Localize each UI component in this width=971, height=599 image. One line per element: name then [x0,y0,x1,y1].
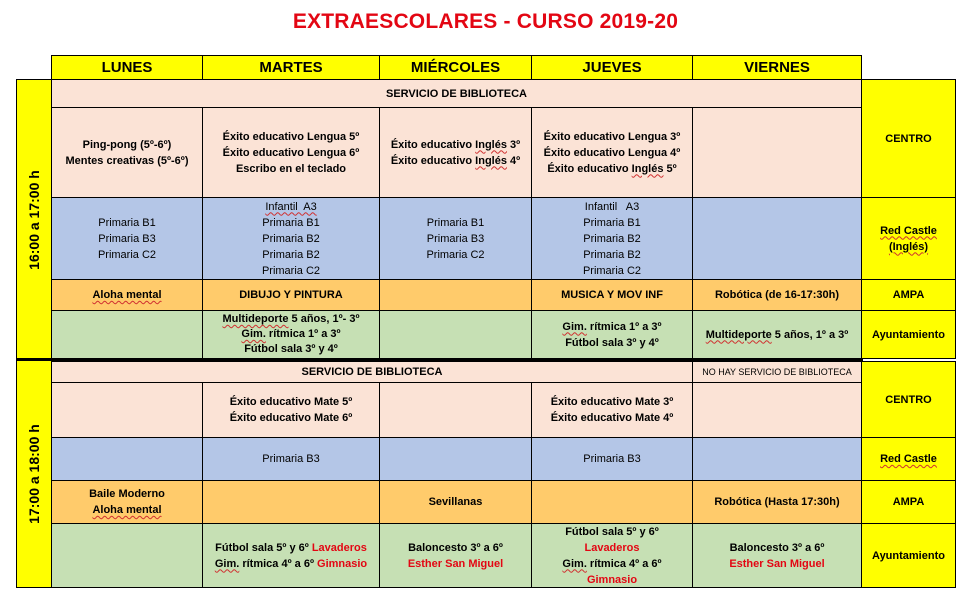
activity: Éxito educativo Inglés 5º [547,162,677,175]
group-name: Primaria B1 [262,216,320,229]
ayto-lunes-1 [51,310,203,359]
location: Esther San Miguel [729,557,825,570]
header-martes: MARTES [202,55,380,80]
ayto-viernes-2 [692,523,862,588]
header-lunes: LUNES [51,55,203,80]
ayto-viernes-1 [692,310,862,359]
activity: Baloncesto 3º a 6º [408,541,503,554]
redcastle-lunes-1 [51,197,203,280]
centro-lunes-1 [51,107,203,198]
group-name: Primaria B1 [583,216,641,229]
ampa-viernes-2: Robótica (Hasta 17:30h) [692,480,862,524]
centro-martes-1 [202,107,380,198]
activity: Multideporte 5 años, 1º- 3º [222,313,360,325]
group-name: Primaria B2 [262,232,320,245]
redcastle-jueves-2: Primaria B3 [531,437,693,481]
activity: Éxito educativo Inglés 3º [390,138,521,151]
centro-viernes-2 [692,382,862,438]
group-ayto-2: Ayuntamiento [861,523,956,588]
header-jueves: JUEVES [531,55,693,80]
centro-jueves-1 [531,107,693,198]
redcastle-viernes-2 [692,437,862,481]
redcastle-miercoles-1 [379,197,532,280]
group-name: Primaria B2 [583,248,641,261]
activity: Éxito educativo Lengua 6º [222,146,360,159]
redcastle-miercoles-2 [379,437,532,481]
group-name: Primaria B1 [98,216,156,229]
activity: Mentes creativas (5º-6º) [65,154,189,167]
activity: Aloha mental [92,289,162,301]
group-ayto-1: Ayuntamiento [861,310,956,359]
group-ampa-2: AMPA [861,480,956,524]
centro-miercoles-1 [379,107,532,198]
activity: Gim. rítmica 4º a 6º Gimnasio [214,557,368,570]
ampa-jueves-2 [531,480,693,524]
activity: Éxito educativo Inglés 4º [390,154,521,167]
location: Esther San Miguel [407,557,504,570]
time-block-1 [16,79,52,360]
activity: Gim. rítmica 1º a 3º [241,328,341,340]
page-title: EXTRAESCOLARES - CURSO 2019-20 [292,10,679,33]
activity: Gim. rítmica 1º a 3º [562,320,662,333]
group-name: Primaria C2 [261,264,321,277]
ayto-miercoles-2 [379,523,532,588]
location: Gimnasio [586,573,638,586]
header-miercoles: MIÉRCOLES [379,55,532,80]
biblioteca-row-1: SERVICIO DE BIBLIOTECA [51,79,862,108]
ayto-jueves-2 [531,523,693,588]
no-biblioteca-viernes: NO HAY SERVICIO DE BIBLIOTECA [692,361,862,383]
redcastle-martes-1 [202,197,380,280]
group-name: Primaria B2 [583,232,641,245]
location: Lavaderos [584,541,640,554]
time-block-2-label: 17:00 a 18:00 h [26,424,42,524]
group-name: Infantil A3 [265,200,317,213]
group-label: (Inglés) [888,240,929,253]
centro-martes-2 [202,382,380,438]
activity: Éxito educativo Lengua 5º [222,130,360,143]
group-label: Red Castle [880,453,937,465]
group-label: Red Castle [880,224,937,237]
activity: Aloha mental [92,504,162,516]
activity: Multideporte 5 años, 1º a 3º [705,328,849,341]
group-redcastle-2 [861,437,956,481]
centro-viernes-1 [692,107,862,198]
redcastle-martes-2: Primaria B3 [202,437,380,481]
ampa-jueves-1: MUSICA Y MOV INF [531,279,693,311]
ayto-jueves-1 [531,310,693,359]
activity: Baile Moderno [89,488,165,500]
group-name: Primaria B3 [98,232,156,245]
activity: Éxito educativo Mate 3º [550,396,674,408]
activity: Escribo en el teclado [235,162,347,175]
activity: Fútbol sala 5º y 6º [565,525,659,538]
activity: Éxito educativo Mate 6º [229,412,353,424]
activity: Éxito educativo Mate 5º [229,396,353,408]
activity: Ping-pong (5º-6º) [82,138,172,151]
ampa-miercoles-1 [379,279,532,311]
group-centro-2: CENTRO [861,361,956,438]
group-name: Primaria B1 [426,216,485,229]
biblioteca-row-2: SERVICIO DE BIBLIOTECA [51,361,693,383]
activity: Fútbol sala 3º y 4º [244,343,338,355]
ayto-miercoles-1 [379,310,532,359]
activity: Éxito educativo Lengua 4º [543,146,681,159]
ayto-martes-2 [202,523,380,588]
ayto-lunes-2 [51,523,203,588]
group-name: Primaria B3 [426,232,485,245]
activity: Baloncesto 3º a 6º [729,541,825,554]
group-redcastle-1 [861,197,956,280]
group-ampa-1: AMPA [861,279,956,311]
ampa-miercoles-2: Sevillanas [379,480,532,524]
time-block-2 [16,360,52,588]
ampa-lunes-1 [51,279,203,311]
group-name: Primaria C2 [582,264,642,277]
ampa-viernes-1: Robótica (de 16-17:30h) [692,279,862,311]
ampa-lunes-2 [51,480,203,524]
group-name: Primaria C2 [97,248,157,261]
centro-jueves-2 [531,382,693,438]
centro-lunes-2 [51,382,203,438]
header-viernes: VIERNES [692,55,862,80]
group-name: Primaria B2 [262,248,320,261]
time-block-1-label: 16:00 a 17:00 h [26,169,42,270]
activity: Éxito educativo Mate 4º [550,412,674,424]
ampa-martes-2 [202,480,380,524]
ampa-martes-1: DIBUJO Y PINTURA [202,279,380,311]
group-name: Primaria C2 [426,248,485,261]
group-centro-1: CENTRO [861,79,956,198]
redcastle-lunes-2 [51,437,203,481]
ayto-martes-1 [202,310,380,359]
activity: Fútbol sala 5º y 6º Lavaderos [215,541,367,554]
redcastle-jueves-1 [531,197,693,280]
centro-miercoles-2 [379,382,532,438]
group-name: Infantil A3 [584,200,640,213]
activity: Gim. rítmica 4º a 6º [562,557,662,570]
activity: Éxito educativo Lengua 3º [543,130,681,143]
activity: Fútbol sala 3º y 4º [565,336,659,349]
redcastle-viernes-1 [692,197,862,280]
